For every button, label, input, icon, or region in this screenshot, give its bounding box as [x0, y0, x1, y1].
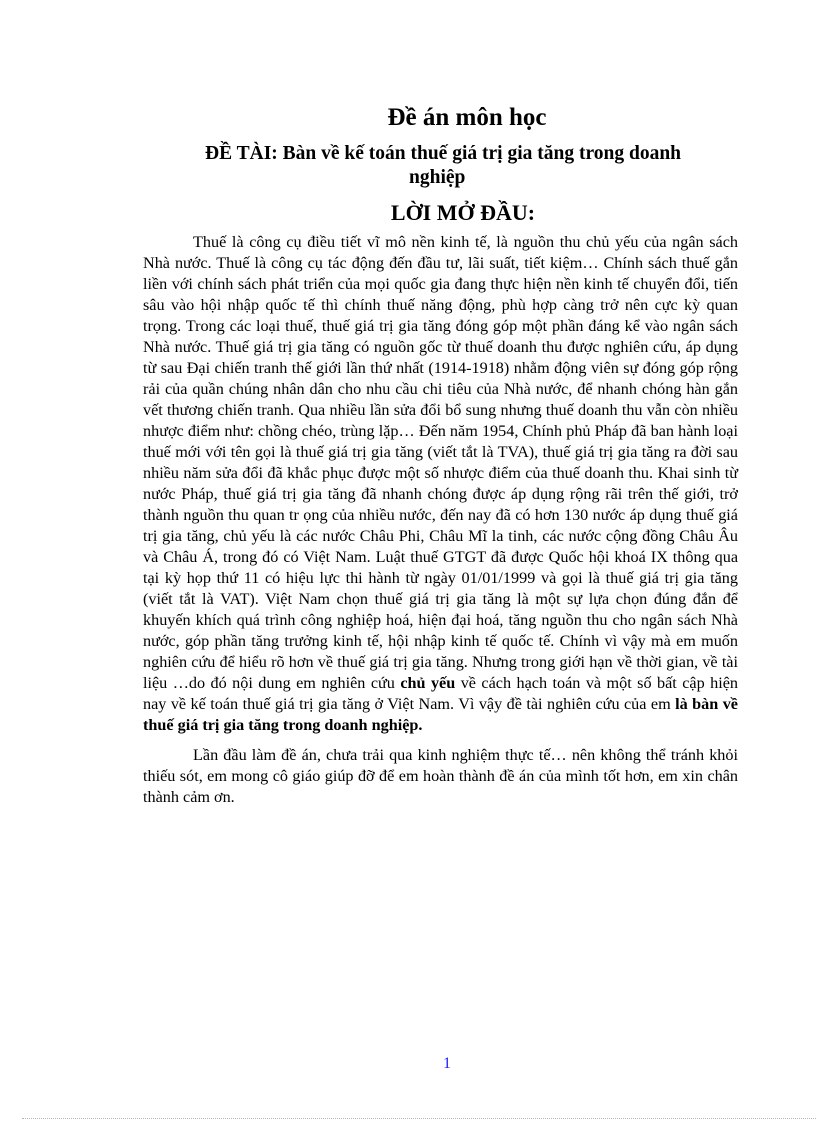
page-bottom-divider [22, 1118, 816, 1119]
paragraph-1 [143, 232, 738, 736]
paragraph-1-bold-2: là bàn về thuế giá trị gia tăng trong doanh nghiệp. [143, 695, 738, 734]
paragraph-1-part-1: Thuế là công cụ điều tiết vĩ mô nền kinh tế, là nguồn thu chủ yếu của ngân sách Nhà nước. Thuế là công cụ tác động đến đầu tư, lãi suất, tiết kiệm… Chính sách thuế gắn liền với chính sách phát triển của mọi quốc gia đang thực hiện nền kinh tế chuyển đổi, tiến sâu vào hội nhập quốc tế thì chính thuế năng động, phù hợp càng trở nên cực kỳ quan trọng. Trong các loại thuế, thuế giá trị gia tăng đóng góp một phần đáng kể vào ngân sách Nhà nước. Thuế giá trị gia tăng có nguồn gốc từ thuế doanh thu được nghiên cứu, áp dụng từ sau Đại chiến tranh thế giới lần thứ nhất (1914-1918) nhằm động viên sự đóng góp rộng rải của quần chúng nhân dân cho nhu cầu chi tiêu của Nhà nước, để nhanh chóng hàn gắn vết thương chiến tranh. Qua nhiều lần sửa đổi bổ sung nhưng thuế doanh thu vẫn còn nhiều nhược điểm như: chồng chéo, trùng lặp… Đến năm 1954, Chính phủ Pháp đã ban hành loại thuế mới với tên gọi là thuế giá trị gia tăng (viết tắt là TVA), thuế giá trị gia tăng ra đời sau nhiều năm sửa đổi đã khắc phục được một số nhược điểm của thuế doanh thu. Khai sinh từ nước Pháp, thuế giá trị gia tăng đã nhanh chóng được áp dụng rộng rãi trên thế giới, trở thành nguồn thu quan tr ọng của nhiều nước, đến nay đã có hơn 130 nước áp dụng thuế giá trị gia tăng, chủ yếu là các nước Châu Phi, Châu Mĩ la tinh, các nước cộng đồng Châu Âu và Châu Á, trong đó có Việt Nam. Luật thuế GTGT đã được Quốc hội khoá IX thông qua tại kỳ họp thứ 11 có hiệu lực thi hành từ ngày 01/01/1999 và gọi là thuế giá trị gia tăng (viết tắt là VAT). Việt Nam chọn thuế giá trị gia tăng là một sự lựa chọn đúng đắn để khuyến khích quá trình công nghiệp hoá, hiện đại hoá, tăng nguồn thu cho ngân sách Nhà nước, góp phần tăng trưởng kinh tế, hội nhập kinh tế quốc tế. Chính vì vậy mà em muốn nghiên cứu để hiểu rõ hơn về thuế giá trị gia tăng. Nhưng trong giới hạn về thời gian, về tài liệu …do đó nội dung em nghiên cứu [143, 233, 738, 692]
paragraph-2: Lần đầu làm đề án, chưa trải qua kinh nghiệm thực tế… nên không thể tránh khỏi thiếu sót, em mong cô giáo giúp đỡ để em hoàn thành đề án của mình tốt hơn, em xin chân thành cảm ơn. [143, 746, 738, 806]
body-text [143, 232, 738, 808]
document-title: Đề án môn học [387, 104, 547, 131]
subject-heading [205, 142, 745, 190]
subject-line-1: ĐỀ TÀI: Bàn về kế toán thuế giá trị gia tăng trong doanh [205, 143, 682, 164]
paragraph-1-part-2: về cách hạch toán và một số bất cập hiện nay về kế toán thuế giá trị gia tăng ở Việt Nam. Vì vậy đề tài nghiên cứu của em [143, 674, 738, 713]
paragraph-1-bold-1: chủ yếu [400, 674, 456, 692]
page-number: 1 [443, 1055, 451, 1072]
preface-heading: LỜI MỞ ĐẦU: [390, 200, 536, 225]
subject-line-2: nghiệp [409, 167, 466, 188]
